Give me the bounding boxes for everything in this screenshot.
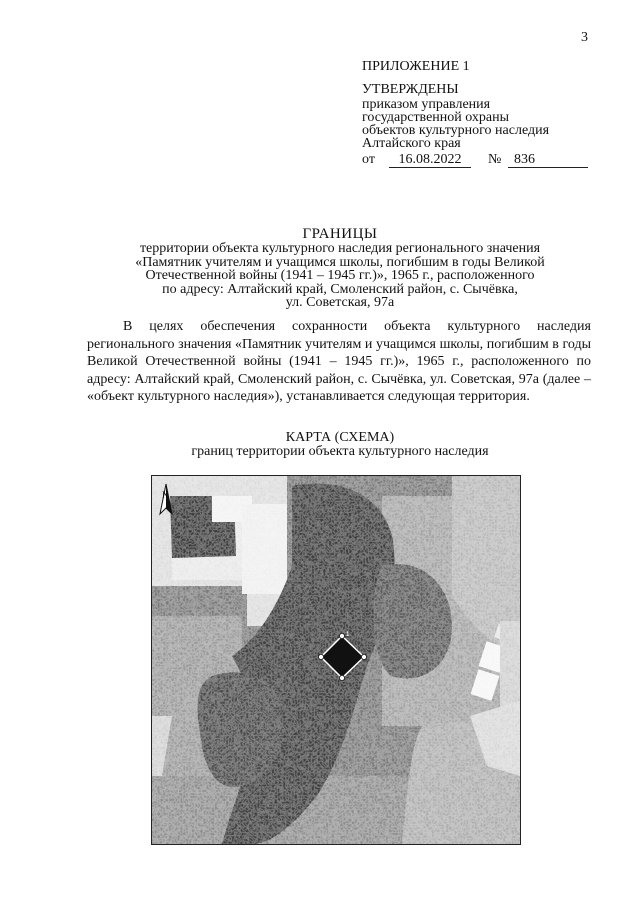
boundary-point: [361, 654, 366, 659]
title-line: ул. Советская, 97а: [285, 295, 395, 311]
map-subtitle: границ территории объекта культурного наследия: [191, 444, 489, 459]
map-heading: [60, 430, 620, 459]
approved-by-line: приказом управления: [362, 97, 491, 112]
approval-block: [362, 82, 602, 150]
boundary-point: [339, 675, 344, 680]
map-scheme: [151, 475, 521, 845]
document-title: [60, 226, 620, 310]
order-number: 836: [508, 152, 588, 168]
approved-title: УТВЕРЖДЕНЫ: [362, 82, 459, 97]
approved-by-line: объектов культурного наследия: [362, 123, 550, 138]
appendix-label: ПРИЛОЖЕНИЕ 1: [362, 59, 470, 74]
satellite-map-image: [152, 476, 520, 844]
order-date: 16.08.2022: [389, 152, 471, 168]
boundary-point-label: 1: [346, 632, 350, 638]
title-line: Отечественной войны (1941 – 1945 гг.)», 1965 г., расположенного: [145, 268, 535, 284]
title-line: «Памятник учителям и учащимся школы, погибшим в годы Великой: [135, 254, 545, 270]
boundary-point: [318, 654, 323, 659]
boundary-point: [339, 633, 344, 638]
order-from-label: от: [362, 152, 375, 167]
title-line: по адресу: Алтайский край, Смоленский район, с. Сычёвка,: [162, 281, 518, 297]
order-line: [362, 152, 592, 170]
page-number: 3: [581, 30, 588, 45]
map-title: КАРТА (СХЕМА): [285, 430, 395, 445]
title-line: территории объекта культурного наследия регионального значения: [139, 241, 541, 256]
order-number-label: №: [488, 152, 502, 167]
title-main: ГРАНИЦЫ: [302, 226, 378, 242]
approved-by-line: Алтайского края: [362, 136, 461, 151]
approved-by-line: государственной охраны: [362, 110, 510, 125]
north-label: N: [162, 490, 169, 500]
body-paragraph: В целях обеспечения сохранности объекта культурного наследия регионального значения «Памятник учителям и учащимся школы, погибшим в годы Великой Отечественной войны (1941 – 1945 гг.)», 1965 г., расположенного по адресу: Алтайский край, Смоленский район, с. Сычёвка, ул. Советская, 97а (далее – «объект культурного наследия»), устанавливается следующая территория.: [87, 319, 591, 405]
